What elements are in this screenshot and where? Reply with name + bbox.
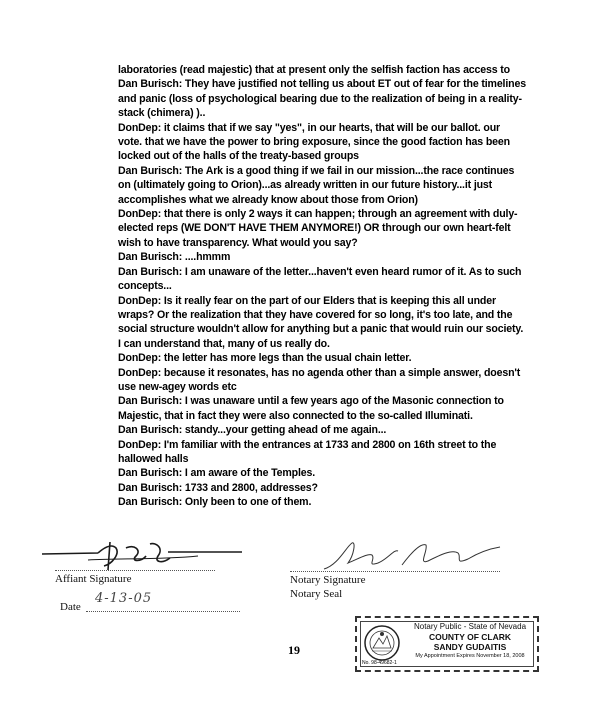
transcript-line: Dan Burisch: I am aware of the Temples.: [118, 467, 316, 480]
stamp-name: SANDY GUDAITIS: [433, 642, 507, 652]
notary-signature: [318, 535, 508, 579]
affiant-signature-label: Affiant Signature: [55, 573, 132, 585]
affiant-signature-line: [55, 570, 215, 571]
transcript-line: Dan Burisch: Only been to one of them.: [118, 496, 312, 509]
transcript-line: DonDep: that there is only 2 ways it can happen; through an agreement with duly-elected reps (WE DON'T HAVE THEM ANYMORE!) OR through our own heart-felt wish to have transparency. What would you say?: [118, 208, 518, 249]
transcript-line: Dan Burisch: The Ark is a good thing if we fail in our mission...the race continues on (ultimately going to Orion)...as already written in our future history...it just accomplishes what we already know about those from Orion): [118, 164, 515, 206]
transcript-line: Dan Burisch: ....hmmm: [118, 251, 231, 264]
transcript-line: laboratories (read majestic) that at present only the selfish faction has access to: [118, 64, 511, 76]
transcript-line: Dan Burisch: 1733 and 2800, addresses?: [118, 481, 318, 494]
notary-signature-label: Notary Signature: [290, 574, 366, 586]
date-line: [86, 611, 240, 612]
transcript-line: DonDep: the letter has more legs than the usual chain letter.: [118, 352, 412, 365]
transcript-line: Dan Burisch: I was unaware until a few years ago of the Masonic connection to Majestic, that in fact they were also connected to the so-called Illuminati.: [118, 395, 504, 422]
transcript-line: DonDep: Is it really fear on the part of our Elders that is keeping this all under wraps? Or the realization that they have covered for so long, it's too late, and the social structure wouldn't allow for anything but a panic that would ruin our society. I can understand that, many of us really do.: [118, 294, 524, 350]
stamp-number: No. 98-49682-1: [362, 660, 397, 666]
date-value: 4-13-05: [95, 591, 153, 606]
transcript-line: DonDep: because it resonates, has no agenda other than a simple answer, doesn't use new-agey words etc: [118, 366, 521, 393]
notary-stamp: [355, 616, 539, 672]
transcript-line: Dan Burisch: standy...your getting ahead of me again...: [118, 424, 387, 437]
stamp-title: Notary Public - State of Nevada: [413, 622, 527, 631]
stamp-county: COUNTY OF CLARK: [428, 632, 511, 642]
date-label: Date: [60, 601, 81, 613]
stamp-expiry: My Appointment Expires November 18, 2008: [415, 653, 525, 659]
transcript-line: DonDep: it claims that if we say "yes", in our hearts, that will be our ballot. our vote. that we have the power to bring exposure, since the good faction has been locked out of the halls of the treaty-based groups: [118, 121, 510, 163]
notary-signature-line: [290, 571, 500, 572]
transcript-line: Dan Burisch: I am unaware of the letter...haven't even heard rumor of it. As to such concepts...: [118, 265, 522, 293]
page-number: 19: [288, 643, 300, 657]
notary-seal-label: Notary Seal: [290, 588, 343, 600]
transcript-line: DonDep: I'm familiar with the entrances at 1733 and 2800 on 16th street to the hallowed halls: [118, 438, 497, 465]
transcript: [118, 63, 526, 510]
transcript-line: Dan Burisch: They have justified not telling us about ET out of fear for the timelines and panic (loss of psychological bearing due to the realization of being in a reality-stack (chimera) )..: [118, 78, 526, 120]
